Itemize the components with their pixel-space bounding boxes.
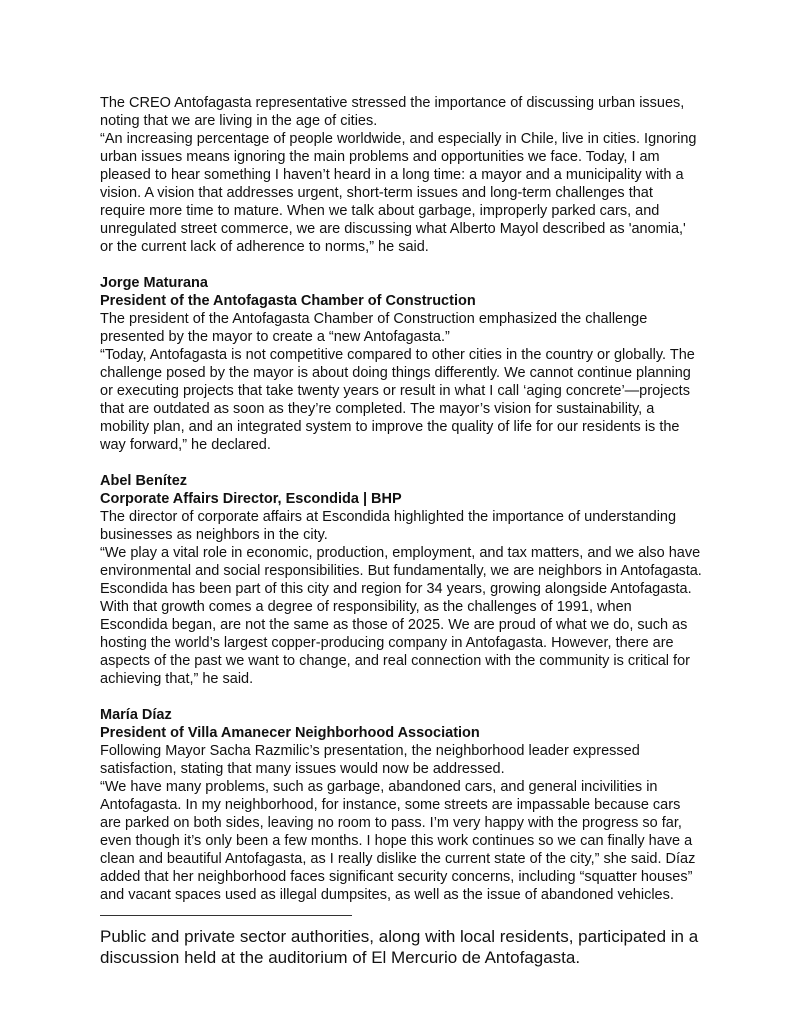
section-quote: “We play a vital role in economic, production, employment, and tax matters, and we also have environmental and social responsibilities. But fundamentally, we are neighbors in Antofagasta. Escondida has been part of this city and region for 34 years, growing alongside Antofagasta. With that growth comes a degree of responsibility, as the challenges of 1991, when Escondida began, are not the same as those of 2025. We are proud of what we do, such as hosting the world’s largest copper-producing company in Antofagasta. However, there are aspects of the past we want to change, and real connection with the community is critical for achieving that,” he said. (100, 545, 702, 687)
caption-divider: —————————————————— (100, 906, 352, 922)
speaker-role: Corporate Affairs Director, Escondida | BHP (100, 491, 402, 507)
speaker-role: President of the Antofagasta Chamber of Construction (100, 293, 476, 309)
intro-quote: “An increasing percentage of people worldwide, and especially in Chile, live in cities. Ignoring urban issues means ignoring the main problems and opportunities we face. Today, I am pleased to hear something I haven’t heard in a long time: a mayor and a municipality with a vision. A vision that addresses urgent, short-term issues and long-term challenges that require more time to mature. When we talk about garbage, improperly parked cars, and unregulated street commerce, we are discussing what Alberto Mayol described as 'anomia,' or the current lack of adherence to norms,” he said. (100, 131, 697, 255)
section-benitez (100, 472, 702, 688)
speaker-name: Abel Benítez (100, 473, 188, 489)
section-summary: Following Mayor Sacha Razmilic’s presentation, the neighborhood leader expressed satisfaction, stating that many issues would now be addressed. (100, 743, 640, 777)
speaker-name: Jorge Maturana (100, 275, 208, 291)
section-summary: The director of corporate affairs at Escondida highlighted the importance of understanding businesses as neighbors in the city. (100, 509, 677, 543)
article-body (100, 94, 702, 985)
speaker-name: María Díaz (100, 707, 172, 723)
section-summary: The president of the Antofagasta Chamber of Construction emphasized the challenge presented by the mayor to create a “new Antofagasta.” (100, 311, 648, 345)
section-quote: “Today, Antofagasta is not competitive compared to other cities in the country or globally. The challenge posed by the mayor is about doing things differently. We cannot continue planning or executing projects that take twenty years or result in what I call ‘aging concrete’—projects that are outdated as soon as they’re completed. The mayor’s vision for sustainability, a mobility plan, and an integrated system to improve the quality of life for our residents is the way forward,” he declared. (100, 347, 695, 453)
section-diaz (100, 706, 702, 904)
section-quote: “We have many problems, such as garbage, abandoned cars, and general incivilities in Antofagasta. In my neighborhood, for instance, some streets are impassable because cars are parked on both sides, leaving no room to pass. I’m very happy with the progress so far, even though it’s only been a few months. I hope this work continues so we can finally have a clean and beautiful Antofagasta, as I really dislike the current state of the city,” she said. Díaz added that her neighborhood faces significant security concerns, including “squatter houses” and vacant spaces used as illegal dumpsites, as well as the issue of abandoned vehicles. (100, 779, 696, 903)
photo-caption: Public and private sector authorities, along with local residents, participated in a discussion held at the auditorium of El Mercurio de Antofagasta. (100, 927, 699, 967)
section-maturana (100, 274, 702, 454)
intro-paragraph: The CREO Antofagasta representative stressed the importance of discussing urban issues, noting that we are living in the age of cities. (100, 95, 685, 129)
speaker-role: President of Villa Amanecer Neighborhood Association (100, 725, 480, 741)
